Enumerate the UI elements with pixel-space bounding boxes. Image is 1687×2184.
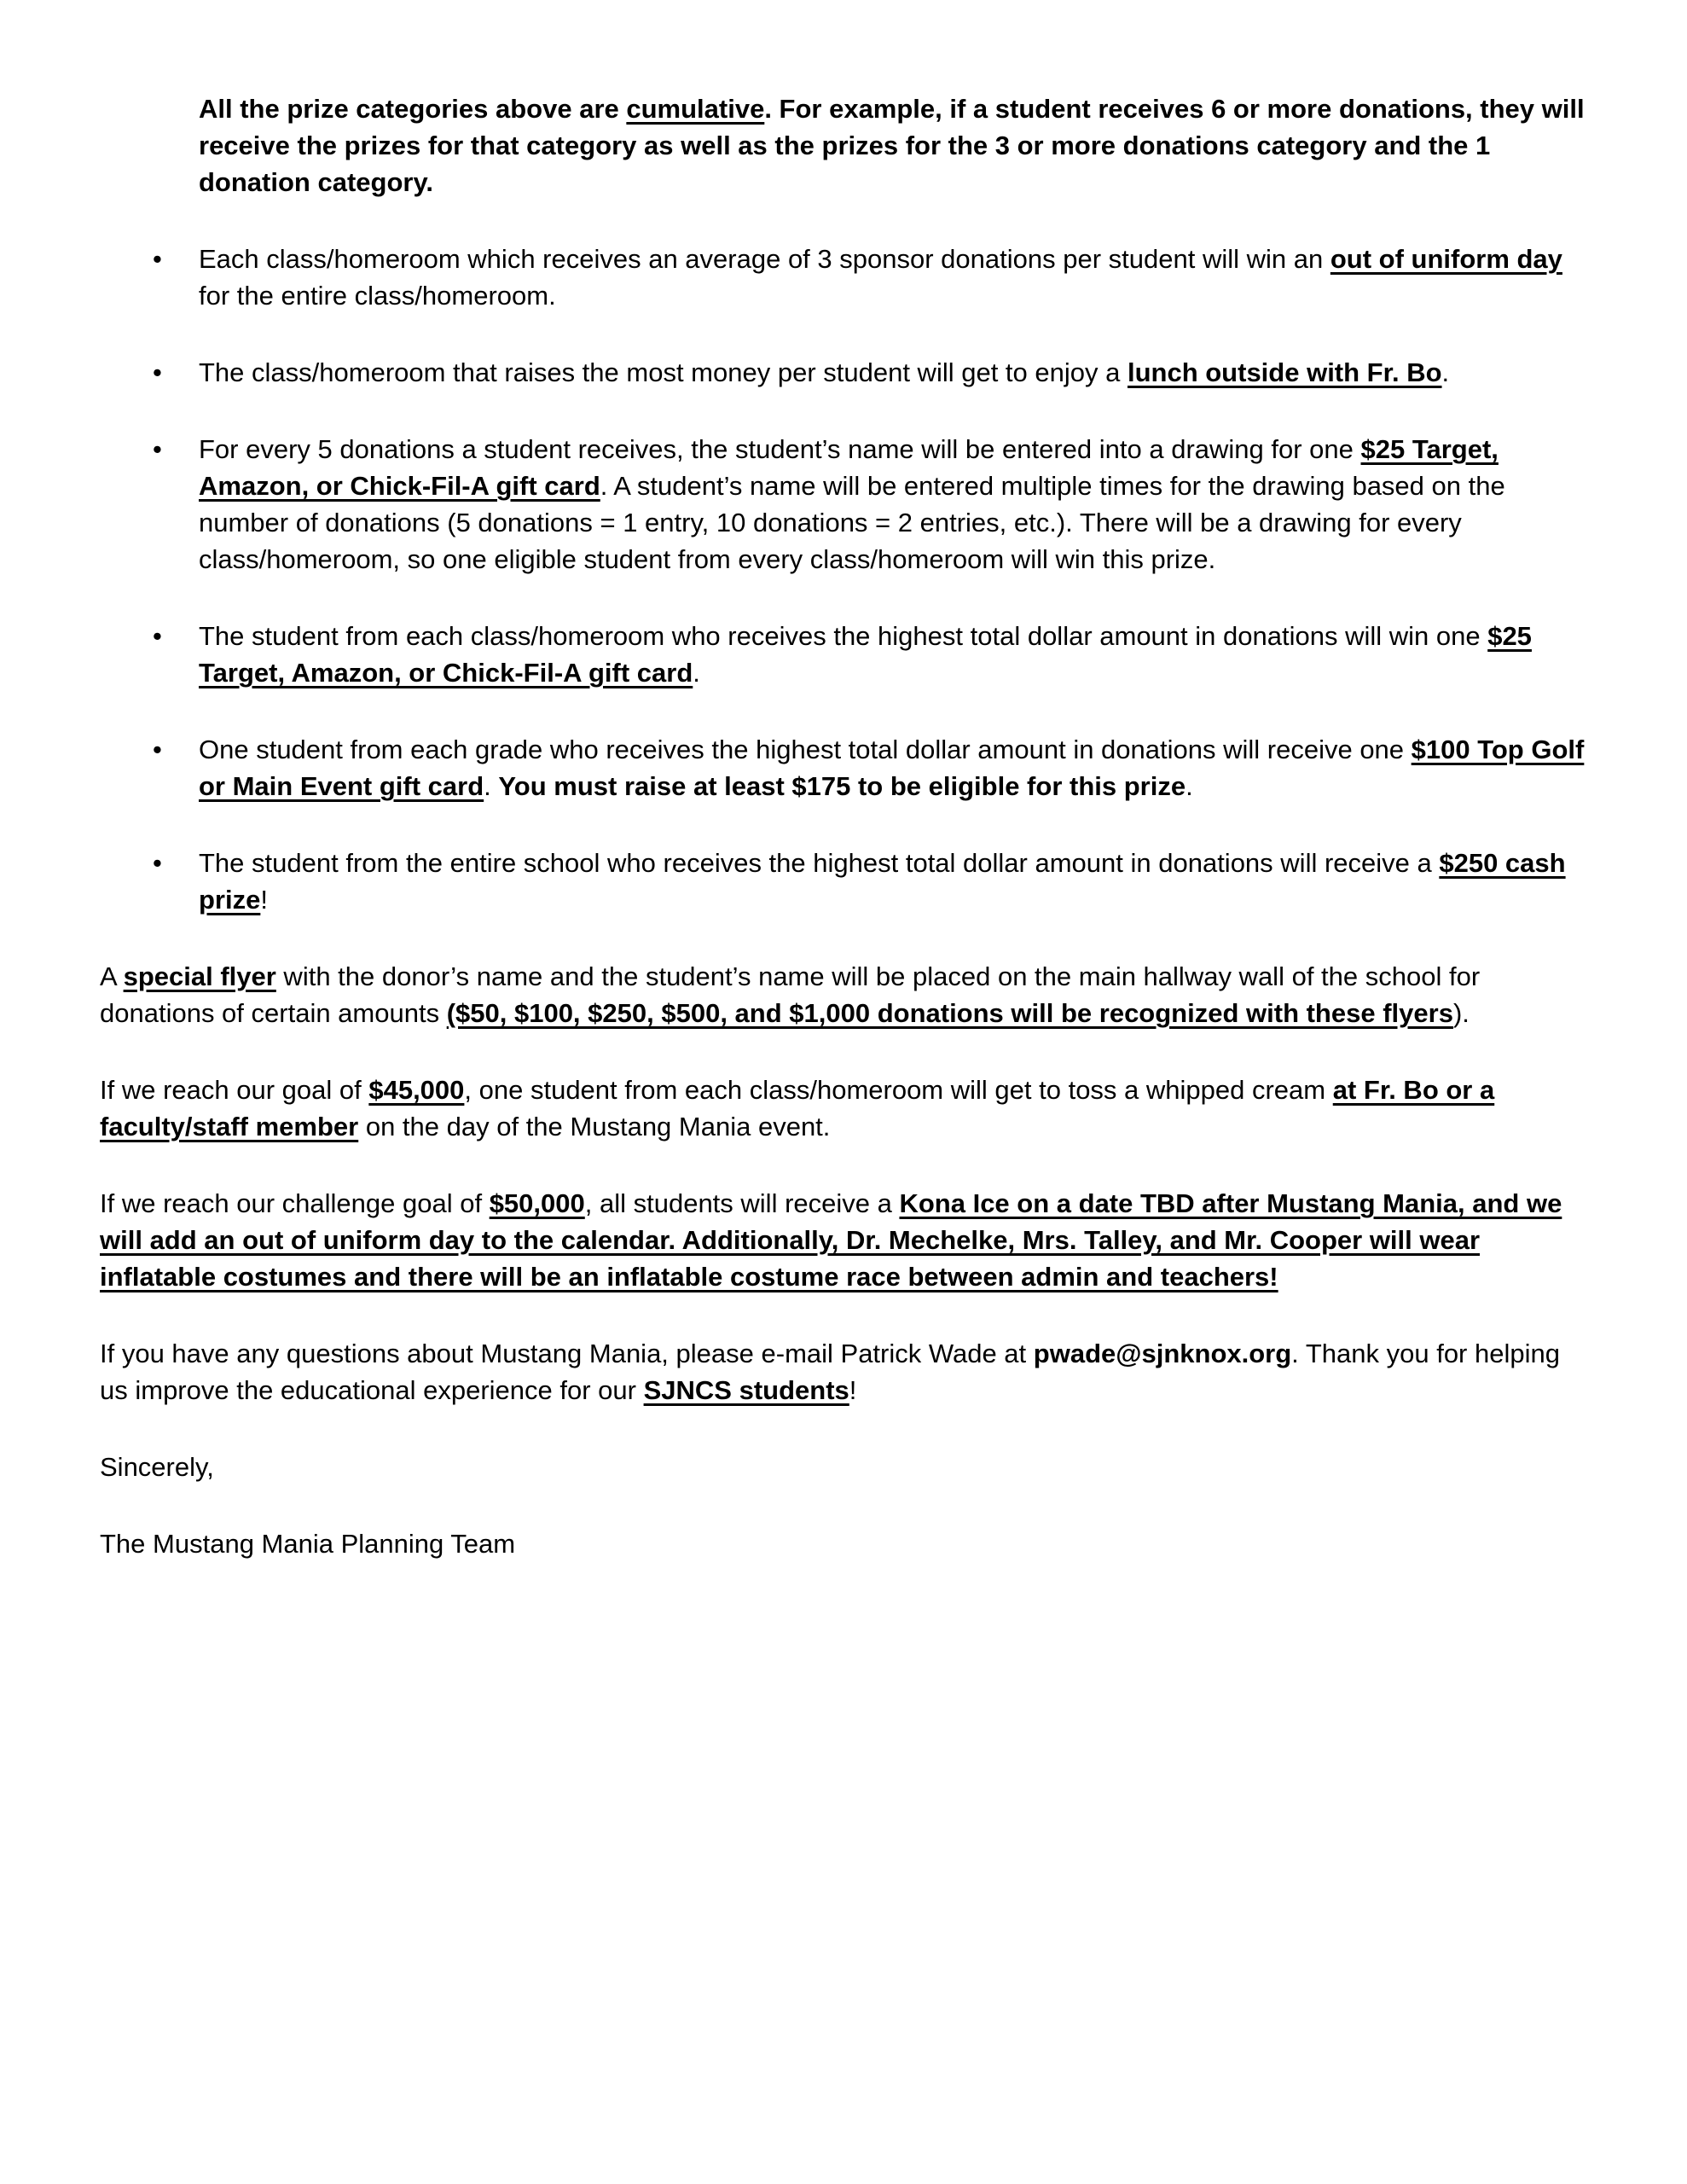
text-segment: . For example, if a student receives 6 or more donations, they will receive the prizes for that category as well as the prizes for the 3 or more donations category and the 1 donation category.: [199, 94, 1585, 197]
text-segment: at Fr. Bo or a faculty/staff member: [100, 1075, 1495, 1141]
text-segment: You must raise at least $175 to be eligible for this prize: [498, 771, 1186, 801]
bullet-icon: •: [153, 735, 162, 764]
prize-item-uniform-day: [100, 241, 1586, 314]
text-segment: .: [693, 658, 700, 688]
prize-item-text: [199, 434, 1505, 574]
text-segment: If you have any questions about Mustang Mania, please e-mail Patrick Wade at: [100, 1339, 1034, 1368]
text-segment: .: [1186, 771, 1193, 801]
prize-item-text: [199, 735, 1584, 801]
text-segment: . Thank you for helping us improve the educational experience for our: [100, 1339, 1560, 1405]
bullet-icon: •: [153, 621, 162, 651]
text-segment: !: [260, 885, 268, 915]
text-segment: ($50, $100, $250, $500, and $1,000 donations will be recognized with these flyers: [446, 998, 1453, 1028]
text-segment: $50,000: [489, 1188, 585, 1218]
text-segment: For every 5 donations a student receives, the student’s name will be entered into a drawing for one: [199, 434, 1361, 464]
text-segment: .: [1441, 357, 1450, 387]
bullet-icon: •: [153, 434, 162, 464]
text-segment: for the entire class/homeroom.: [199, 281, 556, 311]
prize-item-drawing-gift-card: [100, 431, 1586, 578]
closing-salutation: Sincerely,: [100, 1452, 214, 1482]
text-segment: . A student’s name will be entered multiple times for the drawing based on the number of donations (5 donations = 1 entry, 10 donations = 2 entries, etc.). There will be a drawing for every class/homeroom, so one eligible student from every class/homeroom will win this prize.: [199, 471, 1505, 574]
text-segment: $250 cash prize: [199, 848, 1566, 915]
prize-list: [100, 241, 1586, 918]
prize-item-text: [199, 621, 1532, 688]
text-segment: Kona Ice on a date TBD after Mustang Mania, and we will add an out of uniform day to the calendar. Additionally, Dr. Mechelke, Mrs. Talley, and Mr. Cooper will wear inflatable costumes and there will be an inflatable costume race between admin and teachers!: [100, 1188, 1562, 1292]
bullet-icon: •: [153, 848, 162, 878]
challenge-goal-paragraph: [100, 1185, 1586, 1295]
text-segment: , all students will receive a: [584, 1188, 900, 1218]
text-segment: cumulative: [626, 94, 765, 124]
prize-item-grade-top-donor: [100, 731, 1586, 804]
bullet-icon: •: [153, 244, 162, 274]
text-segment: with the donor’s name and the student’s name will be placed on the main hallway wall of the school for donations of certain amounts: [100, 961, 1481, 1028]
prize-item-class-top-donor: [100, 618, 1586, 691]
text-segment: One student from each grade who receives the highest total dollar amount in donations will receive one: [199, 735, 1412, 764]
flyer-paragraph: [100, 958, 1586, 1031]
text-segment: out of uniform day: [1330, 244, 1562, 274]
prize-item-text: [199, 357, 1449, 387]
text-segment: $100 Top Golf or Main Event gift card: [199, 735, 1585, 801]
text-segment: SJNCS students: [643, 1375, 849, 1405]
text-segment: The student from each class/homeroom who receives the highest total dollar amount in donations will win one: [199, 621, 1488, 651]
text-segment: If we reach our challenge goal of: [100, 1188, 490, 1218]
contact-paragraph: [100, 1335, 1586, 1409]
text-segment: If we reach our goal of: [100, 1075, 369, 1105]
text-segment: , one student from each class/homeroom will get to toss a whipped cream: [464, 1075, 1333, 1105]
prize-item-text: [199, 848, 1566, 915]
text-segment: ).: [1452, 998, 1470, 1028]
bullet-icon: •: [153, 357, 162, 387]
text-segment: $25 Target, Amazon, or Chick-Fil-A gift card: [199, 621, 1532, 688]
text-segment: special flyer: [123, 961, 276, 991]
prize-item-text: [199, 244, 1562, 311]
text-segment: The student from the entire school who receives the highest total dollar amount in donations will receive a: [199, 848, 1440, 878]
text-segment: !: [849, 1375, 857, 1405]
text-segment: $25 Target, Amazon, or Chick-Fil-A gift card: [199, 434, 1499, 501]
goal-paragraph: [100, 1072, 1586, 1145]
text-segment: Each class/homeroom which receives an average of 3 sponsor donations per student will win an: [199, 244, 1330, 274]
text-segment: A: [100, 961, 124, 991]
text-segment: on the day of the Mustang Mania event.: [358, 1112, 831, 1141]
text-segment: The class/homeroom that raises the most money per student will get to enjoy a: [199, 357, 1128, 387]
text-segment: lunch outside with Fr. Bo: [1127, 357, 1442, 387]
text-segment: .: [484, 771, 499, 801]
prize-item-school-top-donor: [100, 845, 1586, 918]
text-segment: pwade@sjnknox.org: [1033, 1339, 1292, 1368]
text-segment: $45,000: [368, 1075, 465, 1105]
intro-paragraph: [199, 90, 1586, 200]
signature-line: The Mustang Mania Planning Team: [100, 1529, 516, 1559]
prize-item-lunch-outside: [100, 354, 1586, 391]
text-segment: All the prize categories above are: [199, 94, 627, 124]
